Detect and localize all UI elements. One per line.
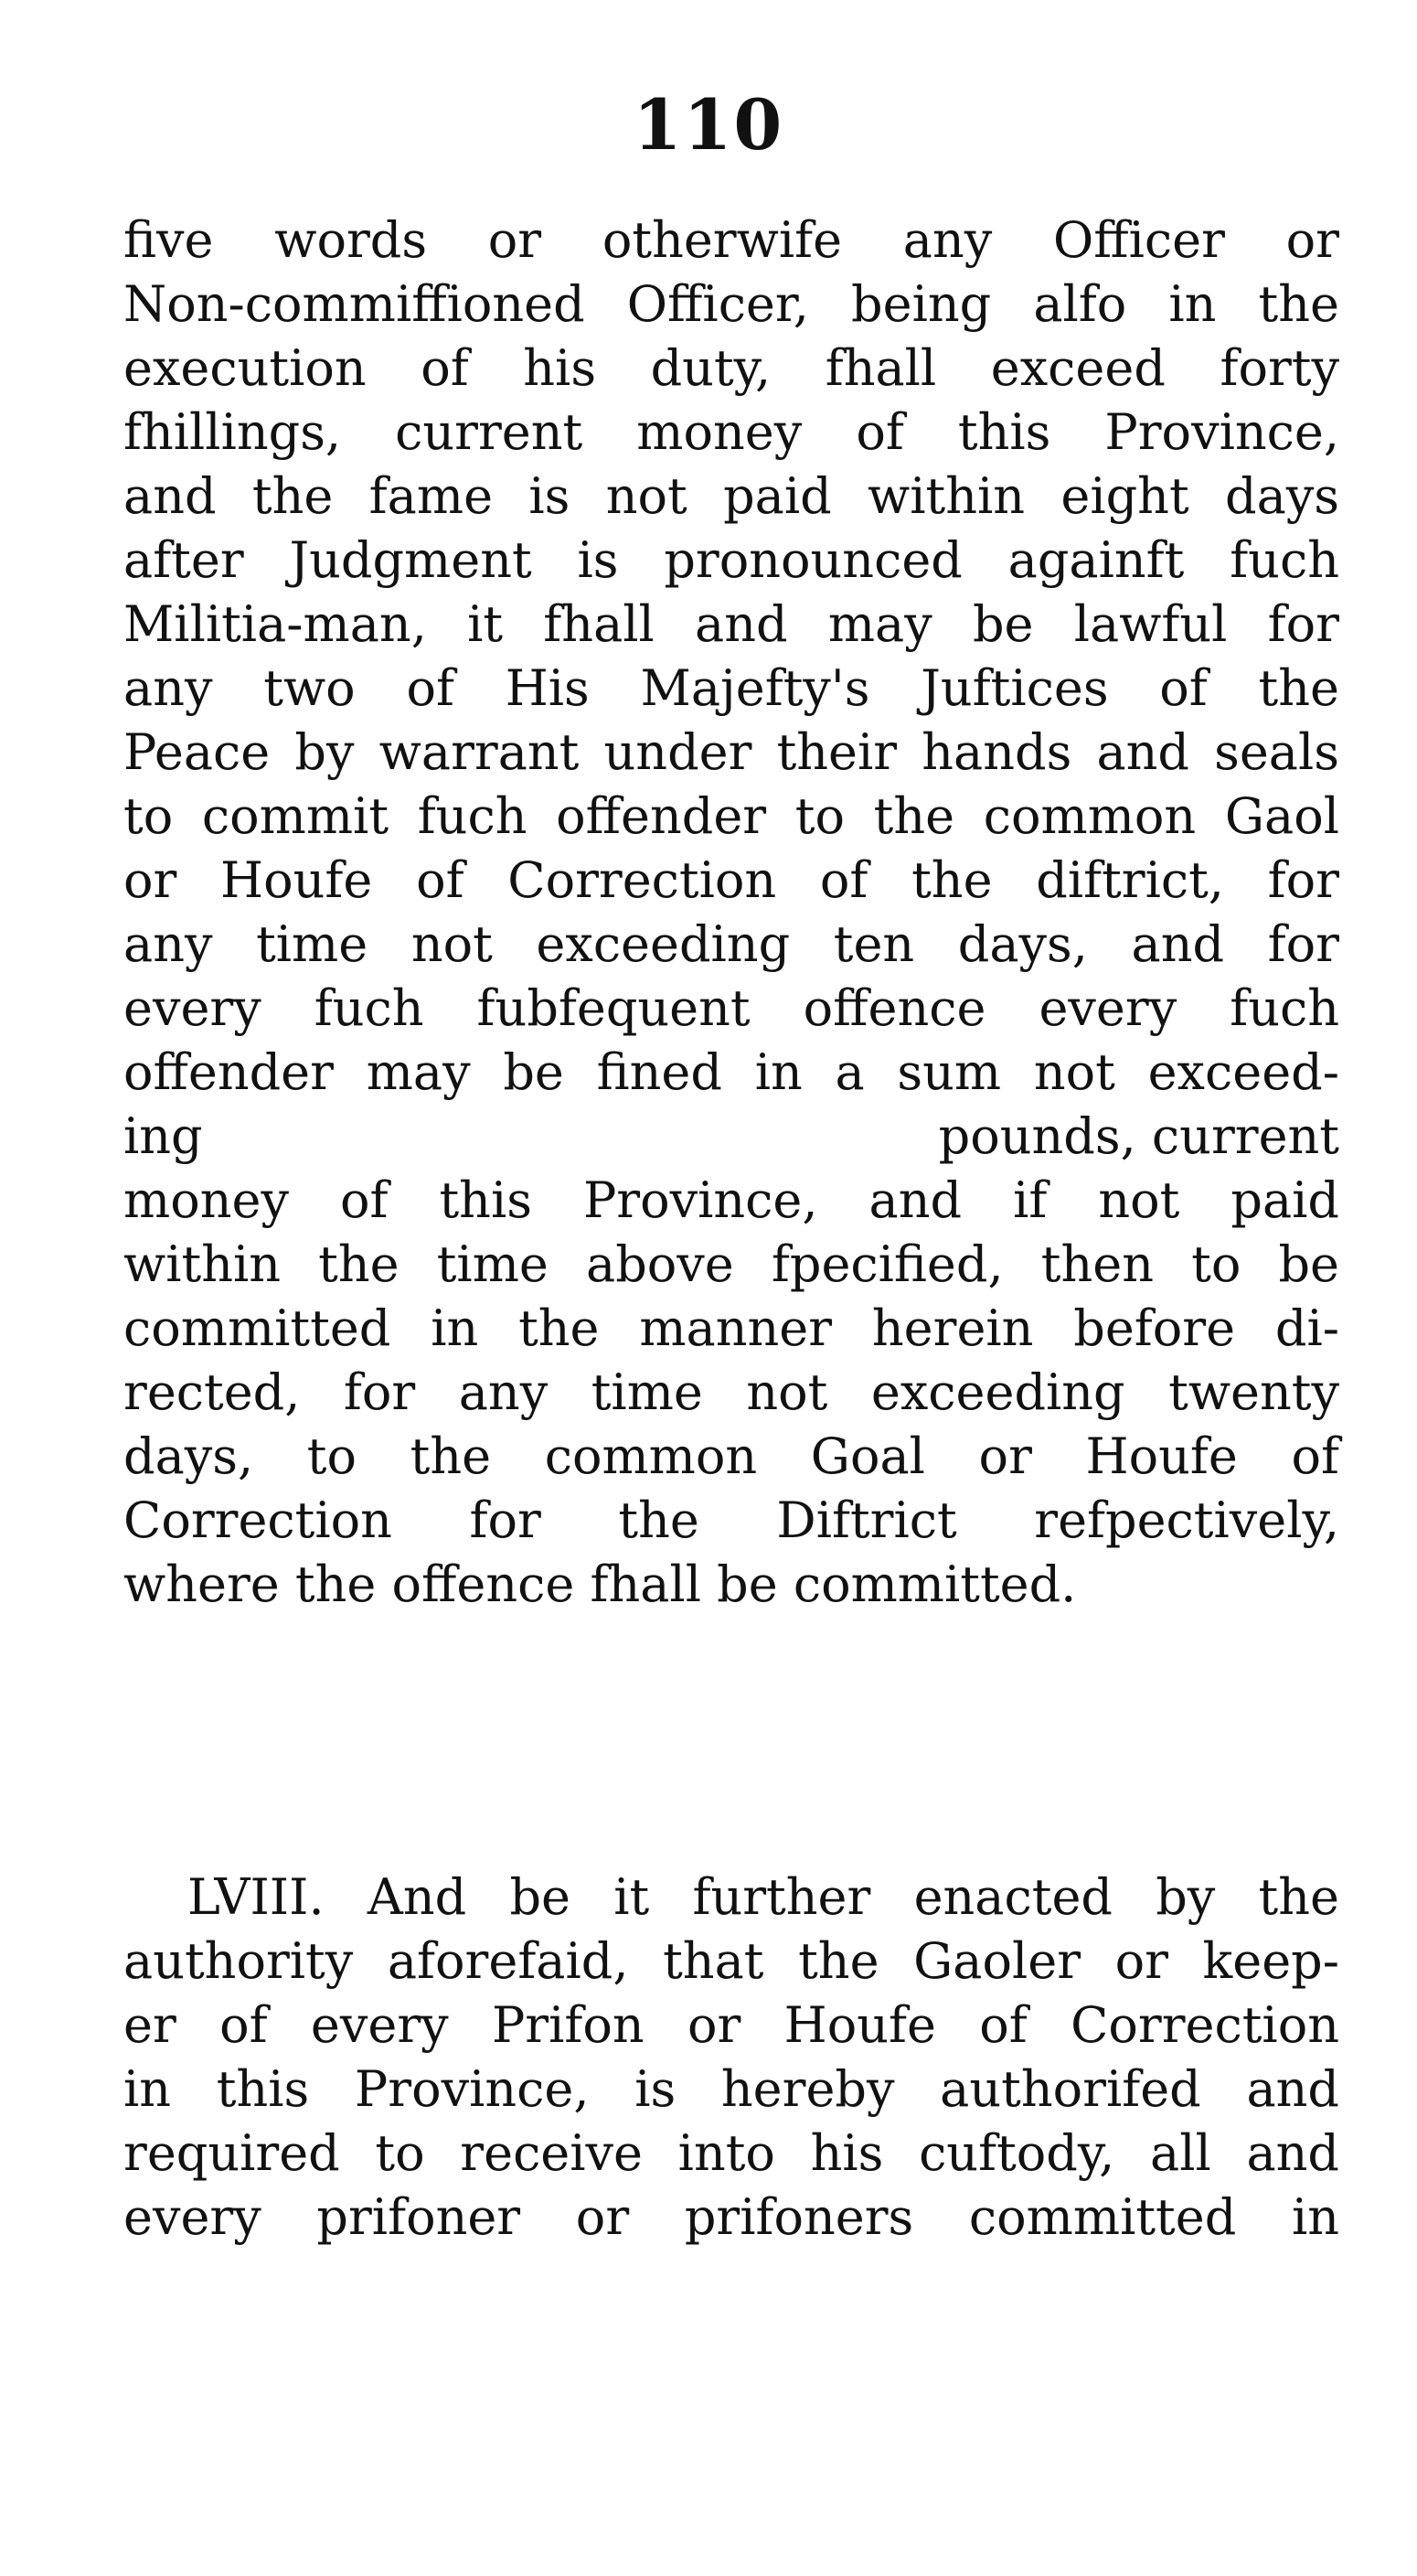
text-line: every fuch fubfequent offence every fuch	[123, 979, 1339, 1037]
text-line: in this Province, is hereby authorifed and	[123, 2060, 1339, 2118]
text-line: Militia-man, it fhall and may be lawful for	[123, 595, 1339, 653]
text-fragment-right: pounds, current	[938, 1107, 1339, 1165]
text-line: authority aforefaid, that the Gaoler or keep-	[123, 1932, 1339, 1990]
text-line: or Houfe of Correction of the diftrict, for	[123, 851, 1339, 909]
text-line: money of this Province, and if not paid	[123, 1171, 1339, 1229]
text-line: Peace by warrant under their hands and seals	[123, 723, 1339, 781]
text-line: every prifoner or prifoners committed in	[123, 2188, 1339, 2246]
text-line: committed in the manner herein before di-	[123, 1299, 1339, 1357]
text-fragment-left: ing	[123, 1107, 203, 1165]
text-line: where the offence fhall be committed.	[123, 1555, 1077, 1613]
text-line: offender may be fined in a sum not exceed-	[123, 1043, 1339, 1101]
page-number: 110	[633, 84, 784, 166]
text-line: and the fame is not paid within eight days	[123, 467, 1339, 525]
text-line: five words or otherwife any Officer or	[123, 211, 1339, 269]
section-58	[123, 1865, 1339, 2250]
text-line: required to receive into his cuftody, all and	[123, 2124, 1339, 2182]
text-line: days, to the common Goal or Houfe of	[123, 1427, 1339, 1485]
text-line: fhillings, current money of this Province,	[123, 403, 1339, 461]
text-line: after Judgment is pronounced againft fuch	[123, 531, 1339, 589]
text-line: Correction for the Diftrict refpectively,	[123, 1491, 1339, 1549]
section-57-continuation	[123, 208, 1339, 1617]
text-line: to commit fuch offender to the common Gaol	[123, 787, 1339, 845]
text-line: Non-commiffioned Officer, being alfo in the	[123, 275, 1339, 333]
text-line-with-blank	[123, 1105, 1339, 1169]
text-line: any time not exceeding ten days, and for	[123, 915, 1339, 973]
text-line: LVIII. And be it further enacted by the	[187, 1868, 1339, 1926]
text-line: within the time above fpecified, then to be	[123, 1235, 1339, 1293]
text-line: rected, for any time not exceeding twenty	[123, 1363, 1339, 1421]
text-line: execution of his duty, fhall exceed forty	[123, 339, 1339, 397]
text-line: any two of His Majefty's Juftices of the	[123, 659, 1339, 717]
text-line: er of every Prifon or Houfe of Correction	[123, 1996, 1339, 2054]
